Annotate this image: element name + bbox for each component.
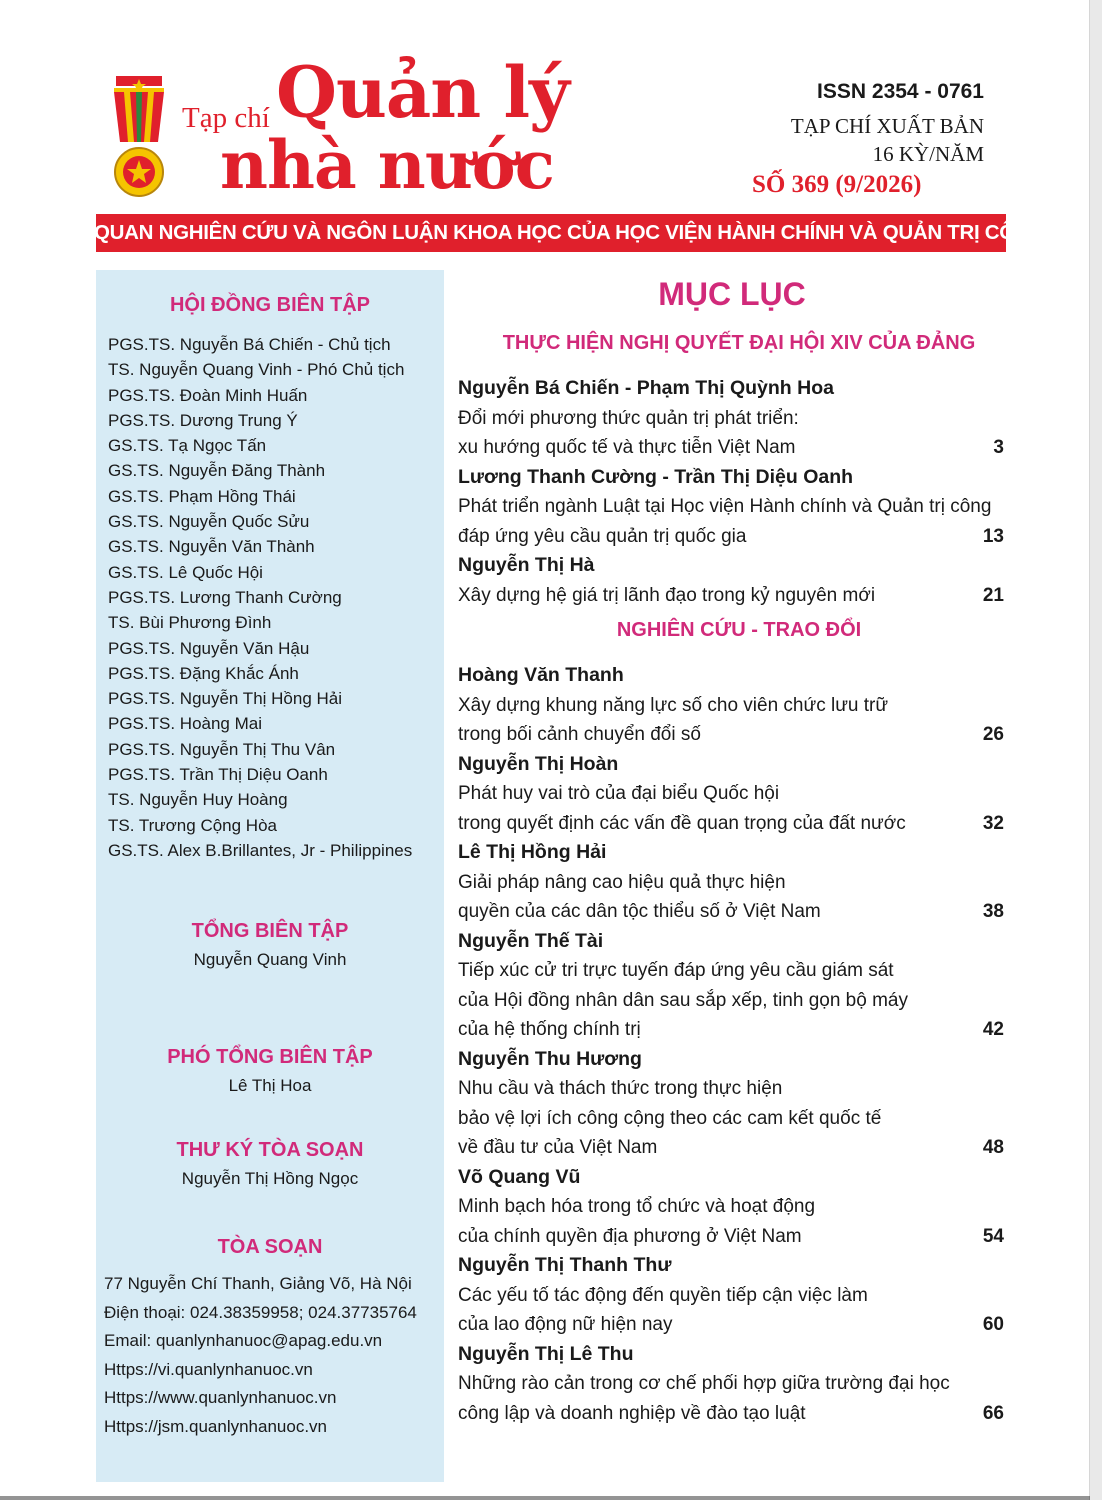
- entry-title-line: [458, 581, 1006, 611]
- entry-author: Lê Thị Hồng Hải: [458, 841, 607, 863]
- council-member: GS.TS. Nguyễn Quốc Sửu: [108, 512, 310, 532]
- council-member: GS.TS. Nguyễn Văn Thành: [108, 537, 315, 557]
- frequency-line: 16 KỲ/NĂM: [872, 142, 984, 166]
- toc-entry[interactable]: [458, 1163, 1006, 1252]
- website-link[interactable]: Https://vi.quanlynhanuoc.vn: [104, 1359, 313, 1379]
- page-number: 26: [982, 724, 1004, 745]
- council-member: PGS.TS. Nguyễn Thị Thu Vân: [108, 739, 336, 759]
- entry-title-line: Xây dựng khung năng lực số cho viên chức lưu trữ: [458, 694, 889, 716]
- entry-title-text: trong bối cảnh chuyển đổi số: [458, 724, 701, 745]
- address: 77 Nguyễn Chí Thanh, Giảng Võ, Hà Nội: [104, 1274, 412, 1293]
- council-list: [108, 332, 412, 863]
- tap-chi-label: Tạp chí: [182, 102, 270, 134]
- entry-title-line: Minh bạch hóa trong tổ chức và hoạt động: [458, 1196, 816, 1217]
- entry-title-line: [458, 1222, 1006, 1252]
- entry-title-text: về đầu tư của Việt Nam: [458, 1137, 658, 1158]
- deputy-editor: Lê Thị Hoa: [228, 1076, 312, 1095]
- entry-title-line: Phát huy vai trò của đại biểu Quốc hội: [458, 783, 780, 804]
- council-member: GS.TS. Lê Quốc Hội: [108, 562, 263, 582]
- page-number: 54: [982, 1225, 1004, 1247]
- entry-title-text: của lao động nữ hiện nay: [458, 1314, 673, 1335]
- entry-title-line: [458, 1015, 1006, 1045]
- council-member: PGS.TS. Đặng Khắc Ánh: [108, 663, 299, 683]
- entry-title-text: của hệ thống chính trị: [458, 1019, 641, 1040]
- council-member: GS.TS. Phạm Hồng Thái: [108, 486, 296, 506]
- council-member: GS.TS. Alex B.Brillantes, Jr - Philippines: [108, 840, 413, 860]
- entry-title-line: Phát triển ngành Luật tại Học viện Hành chính và Quản trị công: [458, 496, 992, 517]
- entry-author: Võ Quang Vũ: [458, 1165, 581, 1188]
- entry-title-line: Giải pháp nâng cao hiệu quả thực hiện: [458, 871, 786, 893]
- issue-number: SỐ 369 (9/2026): [752, 171, 922, 198]
- section-heading: THỰC HIỆN NGHỊ QUYẾT ĐẠI HỘI XIV CỦA ĐẢNG: [502, 332, 976, 354]
- banner: CƠ QUAN NGHIÊN CỨU VÀ NGÔN LUẬN KHOA HỌC CỦA HỌC VIỆN HÀNH CHÍNH VÀ QUẢN TRỊ CÔNG: [96, 214, 1006, 252]
- entry-title-text: xu hướng quốc tế và thực tiễn Việt Nam: [458, 437, 796, 458]
- medal-emblem-icon: [108, 74, 170, 200]
- entry-title-line: bảo vệ lợi ích công cộng theo các cam kết quốc tế: [458, 1107, 882, 1129]
- council-member: TS. Bùi Phương Đình: [108, 613, 272, 633]
- entry-author: Nguyễn Thị Hoàn: [458, 752, 619, 775]
- toc-entry[interactable]: [458, 463, 1006, 552]
- publication-line: TẠP CHÍ XUẤT BẢN: [790, 114, 984, 138]
- toc-entry[interactable]: [458, 551, 1006, 610]
- page-number: 3: [993, 437, 1004, 458]
- entry-author: Nguyễn Thế Tài: [458, 929, 604, 952]
- page-number: 21: [982, 584, 1004, 606]
- entry-title-line: [458, 1133, 1006, 1163]
- entry-author: Nguyễn Thị Hà: [458, 554, 595, 576]
- council-member: PGS.TS. Lương Thanh Cường: [108, 587, 342, 607]
- page-number: 13: [982, 525, 1004, 547]
- council-member: TS. Trương Cộng Hòa: [108, 815, 277, 835]
- toc-entry[interactable]: [458, 838, 1006, 927]
- office-heading: TÒA SOẠN: [217, 1236, 323, 1258]
- council-member: PGS.TS. Nguyễn Bá Chiến - Chủ tịch: [108, 335, 391, 354]
- entry-title-line: [458, 809, 1006, 839]
- entry-author: Nguyễn Bá Chiến - Phạm Thị Quỳnh Hoa: [458, 377, 834, 399]
- council-member: GS.TS. Nguyễn Đăng Thành: [108, 461, 326, 481]
- entry-title-line: [458, 1399, 1006, 1429]
- entry-title-line: Nhu cầu và thách thức trong thực hiện: [458, 1078, 783, 1099]
- toc-entry[interactable]: [458, 750, 1006, 839]
- toc-entry[interactable]: [458, 1340, 1006, 1429]
- publication-frequency: [791, 112, 984, 168]
- page-number: 32: [982, 812, 1004, 834]
- entry-title-text: của chính quyền địa phương ở Việt Nam: [458, 1225, 802, 1247]
- entry-title-line: [458, 433, 1006, 463]
- council-member: PGS.TS. Nguyễn Thị Hồng Hải: [108, 689, 343, 709]
- email: Email: quanlynhanuoc@apag.edu.vn: [104, 1331, 383, 1350]
- entry-title-line: [458, 1310, 1006, 1340]
- council-member: GS.TS. Tạ Ngọc Tấn: [108, 436, 267, 456]
- entry-title-text: Xây dựng hệ giá trị lãnh đạo trong kỷ nguyên mới: [458, 584, 876, 606]
- contact-list: [104, 1270, 417, 1441]
- council-member: PGS.TS. Hoàng Mai: [108, 714, 263, 734]
- toc-entry[interactable]: [458, 661, 1006, 750]
- page-number: 66: [982, 1402, 1004, 1424]
- issn: ISSN 2354 - 0761: [817, 80, 984, 103]
- secretary-heading: THƯ KÝ TÒA SOẠN: [176, 1139, 364, 1161]
- entry-title-line: Các yếu tố tác động đến quyền tiếp cận việc làm: [458, 1284, 868, 1306]
- entry-author: Nguyễn Thị Lê Thu: [458, 1342, 634, 1365]
- toc-entry[interactable]: [458, 374, 1006, 463]
- page-number: 38: [982, 901, 1004, 922]
- council-member: PGS.TS. Đoàn Minh Huấn: [108, 385, 308, 405]
- entry-title-line: của Hội đồng nhân dân sau sắp xếp, tinh gọn bộ máy: [458, 989, 908, 1011]
- entry-author: Nguyễn Thị Thanh Thư: [458, 1254, 672, 1276]
- entry-author: Lương Thanh Cường - Trần Thị Diệu Oanh: [458, 465, 854, 488]
- entry-title-text: công lập và doanh nghiệp về đào tạo luật: [458, 1402, 806, 1424]
- entry-title-line: Tiếp xúc cử tri trực tuyến đáp ứng yêu cầu giám sát: [458, 960, 894, 981]
- council-member: PGS.TS. Dương Trung Ý: [108, 410, 298, 430]
- section-heading: NGHIÊN CỨU - TRAO ĐỔI: [616, 619, 862, 641]
- phone: Điện thoại: 024.38359958; 024.37735764: [104, 1302, 417, 1322]
- entry-author: Nguyễn Thu Hương: [458, 1047, 642, 1070]
- table-of-contents: [458, 328, 1006, 1428]
- website-link[interactable]: Https://jsm.quanlynhanuoc.vn: [104, 1416, 328, 1436]
- entry-title-text: đáp ứng yêu cầu quản trị quốc gia: [458, 525, 747, 547]
- journal-title-line2: nhà nước: [220, 126, 554, 204]
- page-edge: [1089, 0, 1102, 1500]
- secretary: Nguyễn Thị Hồng Ngọc: [181, 1169, 359, 1188]
- council-member: PGS.TS. Trần Thị Diệu Oanh: [108, 765, 328, 785]
- toc-entry[interactable]: [458, 1045, 1006, 1163]
- entry-title-line: [458, 720, 1006, 750]
- entry-title-line: [458, 522, 1006, 552]
- entry-title-text: trong quyết định các vấn đề quan trọng của đất nước: [458, 812, 906, 834]
- next-page-edge: [0, 1496, 1090, 1500]
- council-heading: HỘI ĐỒNG BIÊN TẬP: [169, 294, 370, 316]
- entry-title-line: Những rào cản trong cơ chế phối hợp giữa trường đại học: [458, 1373, 950, 1394]
- entry-title-text: quyền của các dân tộc thiểu số ở Việt Nam: [458, 901, 821, 922]
- editor-in-chief-heading: TỔNG BIÊN TẬP: [191, 920, 349, 942]
- page-number: 42: [982, 1019, 1004, 1040]
- council-member: PGS.TS. Nguyễn Văn Hậu: [108, 638, 310, 658]
- toc-title: MỤC LỤC: [658, 276, 806, 312]
- journal-title-line1: Quản lý: [276, 51, 569, 134]
- editor-in-chief: Nguyễn Quang Vinh: [193, 950, 347, 969]
- editorial-sidebar: [96, 270, 444, 1482]
- council-member: TS. Nguyễn Quang Vinh - Phó Chủ tịch: [108, 360, 405, 380]
- entry-title-line: [458, 897, 1006, 927]
- website-link[interactable]: Https://www.quanlynhanuoc.vn: [104, 1388, 337, 1407]
- deputy-editor-heading: PHÓ TỔNG BIÊN TẬP: [167, 1046, 373, 1068]
- entry-title-line: Đổi mới phương thức quản trị phát triển:: [458, 407, 799, 429]
- toc-entry[interactable]: [458, 1251, 1006, 1340]
- page-number: 48: [982, 1137, 1004, 1158]
- entry-author: Hoàng Văn Thanh: [458, 664, 624, 686]
- toc-entry[interactable]: [458, 927, 1006, 1045]
- council-member: TS. Nguyễn Huy Hoàng: [108, 790, 288, 810]
- page-number: 60: [982, 1314, 1004, 1335]
